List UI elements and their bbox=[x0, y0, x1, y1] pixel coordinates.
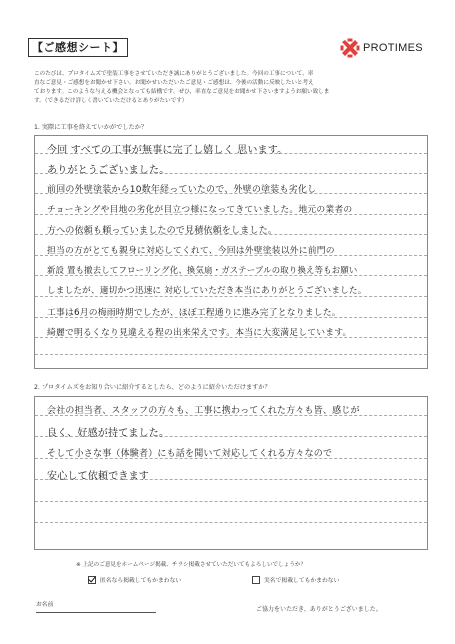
real-name-checkbox[interactable] bbox=[252, 576, 260, 584]
answer-1-line: ありがとうございました。 bbox=[47, 165, 170, 176]
intro-line: す。（できるだけ詳しく書いていただけるとありがたいです） bbox=[34, 98, 188, 104]
brand-name: PROTIMES bbox=[363, 42, 423, 54]
answer-1-line: 前回の外壁塗装から10数年経っていたので、外壁の塗装も劣化し bbox=[47, 185, 317, 195]
answer-2-line: 安心して依頼できます bbox=[47, 471, 149, 482]
answer-2-line: 会社の担当者、スタッフの方々も、工事に携わってくれた方々も皆、感じが bbox=[47, 406, 360, 416]
answer-1-line: 新設 置も撤去してフローリング化、換気扇・ガステーブルの取り換え等もお願い bbox=[47, 265, 358, 275]
anonymous-option-label: 匿名なら掲載してもかまわない bbox=[100, 578, 182, 584]
real-name-consent-option[interactable] bbox=[252, 575, 339, 584]
answer-1-line: 工事は6月の梅雨時期でしたが、ほぼ工程通りに進み完了となりました。 bbox=[47, 308, 341, 318]
question-1-answer-box bbox=[34, 135, 428, 369]
real-name-option-label: 実名で掲載してもかまわない bbox=[264, 578, 340, 584]
publication-consent-note: ※ 上記のご意見をホームページ掲載、チラシ掲載させていただいてもよろしいでしょうか？ bbox=[76, 562, 307, 568]
name-field-label: お名前 bbox=[36, 602, 54, 608]
answer-2-line: そして小さな事（体験者）にも話を聞いて対応してくれる方々なので bbox=[47, 449, 333, 459]
question-2-answer-box bbox=[34, 396, 428, 550]
thanks-message: ご協力をいただき、ありがとうございました。 bbox=[256, 606, 382, 613]
question-2-label: 2. プロタイムズをお知り合いに紹介するとしたら、どのように紹介いただけますか？ bbox=[34, 384, 271, 391]
question-1-label: 1. 実際に工事を終えていかがでしたか？ bbox=[34, 124, 148, 131]
anonymous-consent-option[interactable] bbox=[88, 575, 181, 584]
answer-1-line: 方への依頼も頼っていましたので見積依頼をしました。 bbox=[47, 226, 278, 236]
answer-1-line: しましたが、適切かつ迅速に 対応していただき本当にありがとうございました。 bbox=[47, 286, 367, 296]
anonymous-checkbox[interactable] bbox=[88, 576, 96, 584]
answer-1-line: チョーキングや目地の劣化が目立つ様になってきていました。地元の業者の bbox=[47, 205, 353, 215]
sheet-title: 【ご感想シート】 bbox=[28, 38, 128, 57]
answer-1-line: 今回 すべての工事が無事に完了し嬉しく 思います。 bbox=[47, 145, 288, 156]
name-field[interactable] bbox=[36, 612, 156, 613]
intro-line: 直なご意見・ご感想をお聞かせ下さい。お聞かせいただいたご意見・ご感想は、今後の活動に反映したいと考え bbox=[34, 80, 314, 86]
intro-line: このたびは、プロタイムズで塗装工事をさせていただき誠にありがとうございました。今回の工事について、率 bbox=[34, 71, 314, 77]
intro-text bbox=[34, 70, 424, 106]
protimes-logo bbox=[340, 38, 423, 58]
answer-1-line: 担当の方がとても親身に対応してくれて、今回は外壁塗装以外に前門の bbox=[47, 246, 335, 256]
intro-line: ております。このような与える機会となっても結構です。ぜひ、率直なご意見をお聞かせ下さいますようお願い致しま bbox=[34, 89, 330, 95]
protimes-mark-icon bbox=[340, 38, 360, 58]
answer-2-line: 良く、好感が持てました。 bbox=[47, 428, 170, 439]
answer-1-line: 綺麗で明るくなり見違える程の出来栄えです。本当に大変満足しています。 bbox=[47, 328, 352, 338]
